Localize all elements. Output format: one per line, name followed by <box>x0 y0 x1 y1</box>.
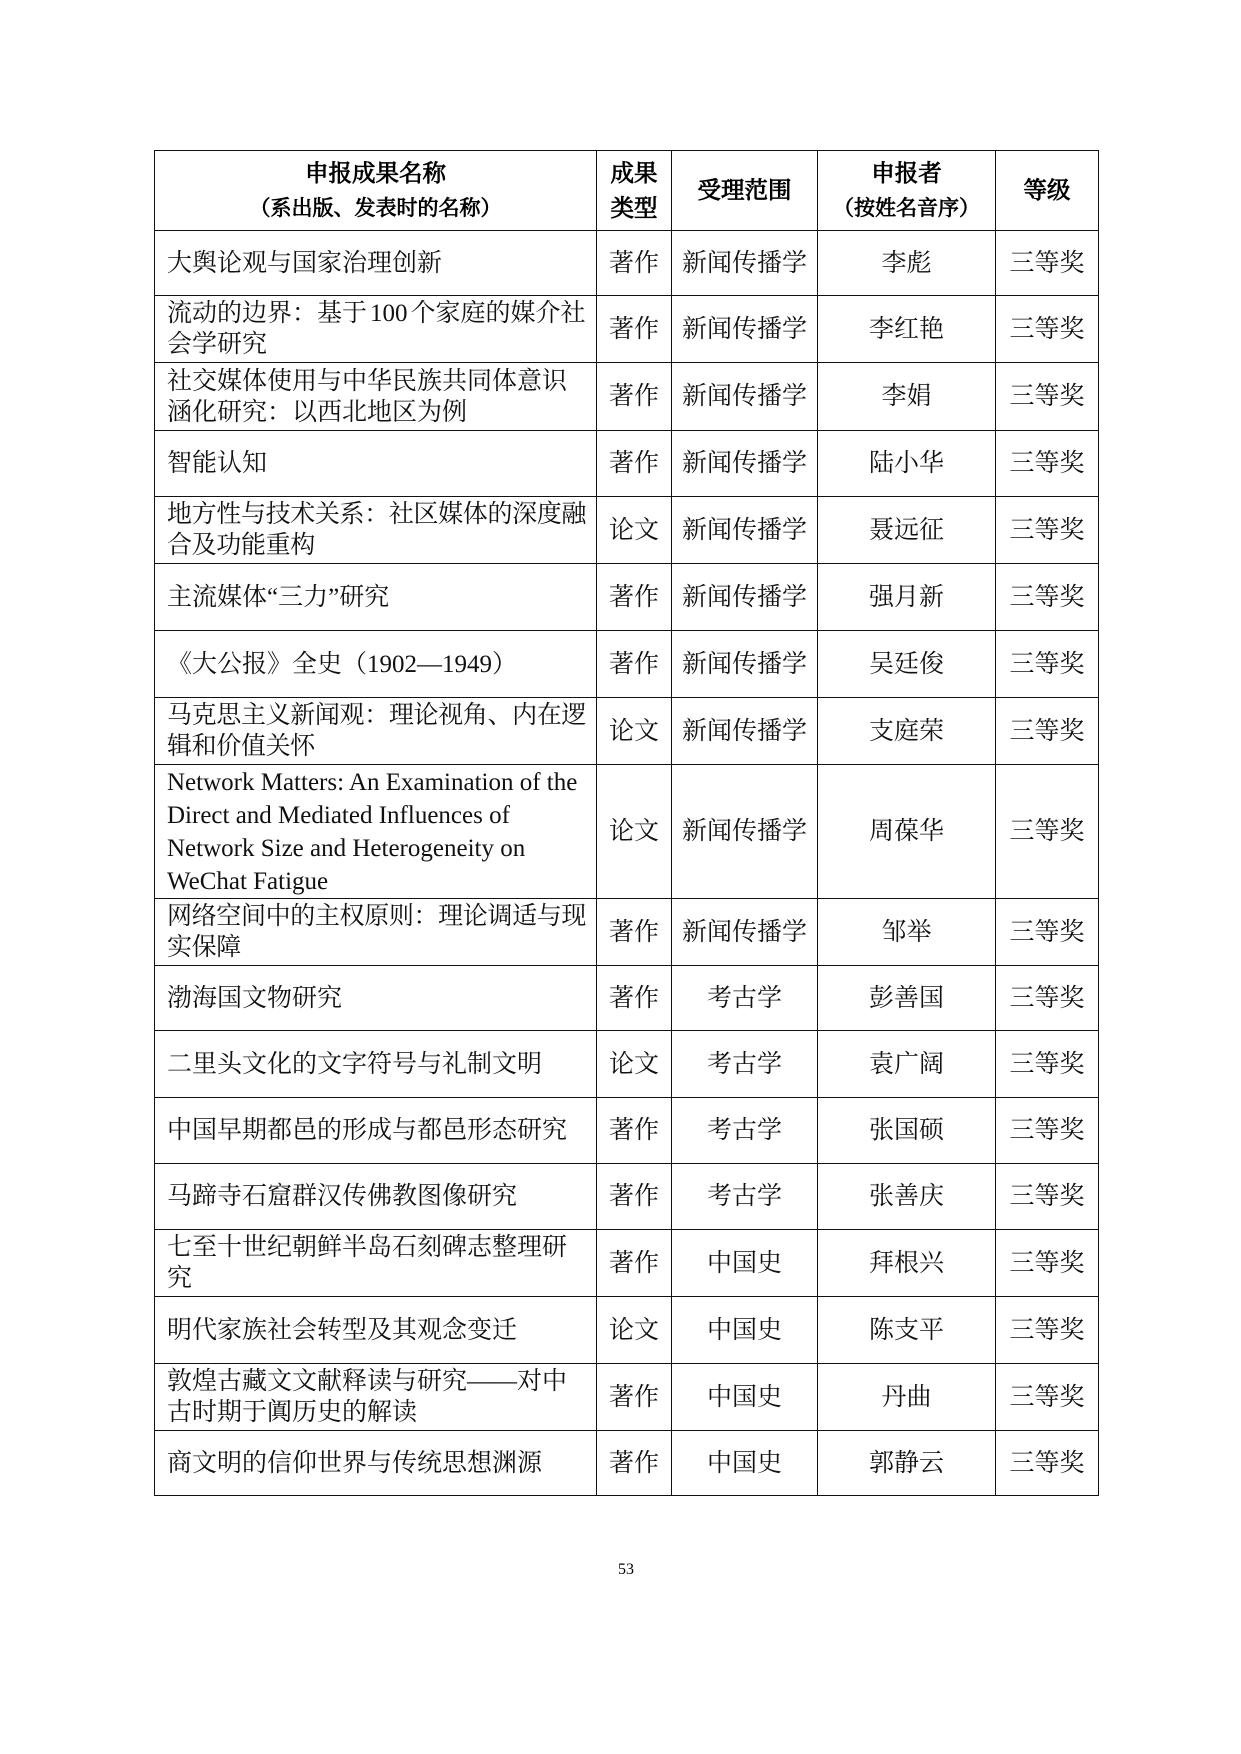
header-author-note: （按姓名音序） <box>833 196 980 220</box>
grade-cell: 三等奖 <box>996 899 1099 966</box>
title-cell <box>155 1297 597 1364</box>
title-text: 七至十世纪朝鲜半岛石刻碑志整理研究 <box>167 1234 568 1292</box>
table-row <box>155 1164 1099 1230</box>
page-number: 53 <box>618 1561 634 1578</box>
scope-cell: 中国史 <box>672 1364 818 1431</box>
grade-cell: 三等奖 <box>996 631 1099 698</box>
table-row <box>155 363 1099 431</box>
header-type: 成果类型 <box>610 159 658 221</box>
type-cell: 论文 <box>597 698 672 765</box>
title-cell <box>155 966 597 1031</box>
author-cell: 袁广阔 <box>818 1031 996 1098</box>
scope-cell: 新闻传播学 <box>672 497 818 564</box>
table-row <box>155 698 1099 765</box>
title-text: 《大公报》全史（1902—1949） <box>167 650 518 678</box>
table-row <box>155 1431 1099 1496</box>
grade-cell: 三等奖 <box>996 1431 1099 1496</box>
title-text: 敦煌古藏文文献释读与研究——对中古时期于阗历史的解读 <box>167 1368 568 1426</box>
title-text: 主流媒体“三力”研究 <box>167 583 390 611</box>
grade-cell: 三等奖 <box>996 431 1099 497</box>
type-cell: 论文 <box>597 765 672 899</box>
type-cell: 著作 <box>597 231 672 296</box>
author-cell: 聂远征 <box>818 497 996 564</box>
scope-cell: 新闻传播学 <box>672 431 818 497</box>
header-title-cell <box>155 151 597 231</box>
title-cell <box>155 1164 597 1230</box>
scope-cell: 中国史 <box>672 1431 818 1496</box>
grade-cell: 三等奖 <box>996 1364 1099 1431</box>
grade-cell: 三等奖 <box>996 1164 1099 1230</box>
scope-cell: 新闻传播学 <box>672 363 818 431</box>
author-cell: 吴廷俊 <box>818 631 996 698</box>
title-text: 流动的边界：基于 100 个家庭的媒介社会学研究 <box>167 300 586 358</box>
type-cell: 著作 <box>597 966 672 1031</box>
author-cell: 郭静云 <box>818 1431 996 1496</box>
type-cell: 著作 <box>597 363 672 431</box>
title-text: 商文明的信仰世界与传统思想渊源 <box>167 1449 543 1477</box>
table-row <box>155 1364 1099 1431</box>
author-cell: 张善庆 <box>818 1164 996 1230</box>
table-row <box>155 564 1099 631</box>
title-text: 中国早期都邑的形成与都邑形态研究 <box>167 1117 568 1144</box>
title-cell <box>155 1031 597 1098</box>
grade-cell: 三等奖 <box>996 363 1099 431</box>
grade-cell: 三等奖 <box>996 1031 1099 1098</box>
title-cell <box>155 1098 597 1164</box>
table-row <box>155 1031 1099 1098</box>
header-scope: 受理范围 <box>672 151 818 231</box>
awards-table <box>154 150 1099 1496</box>
title-cell <box>155 631 597 698</box>
type-cell: 著作 <box>597 431 672 497</box>
grade-cell: 三等奖 <box>996 497 1099 564</box>
author-cell: 丹曲 <box>818 1364 996 1431</box>
table-row <box>155 899 1099 966</box>
title-text: 智能认知 <box>167 450 268 477</box>
header-title-note: （系出版、发表时的名称） <box>249 196 502 220</box>
header-author-cell <box>818 151 996 231</box>
scope-cell: 新闻传播学 <box>672 698 818 765</box>
table-row <box>155 966 1099 1031</box>
title-cell <box>155 431 597 497</box>
title-text: 渤海国文物研究 <box>167 984 343 1012</box>
type-cell: 论文 <box>597 1297 672 1364</box>
author-cell: 邹举 <box>818 899 996 966</box>
title-cell <box>155 1364 597 1431</box>
grade-cell: 三等奖 <box>996 296 1099 363</box>
table-row <box>155 631 1099 698</box>
scope-cell: 考古学 <box>672 1164 818 1230</box>
header-type-cell <box>597 151 672 231</box>
author-cell: 陈支平 <box>818 1297 996 1364</box>
table-header-row <box>155 151 1099 231</box>
title-cell <box>155 1230 597 1297</box>
title-text: 马克思主义新闻观：理论视角、内在逻辑和价值关怀 <box>167 702 587 760</box>
title-cell <box>155 899 597 966</box>
grade-cell: 三等奖 <box>996 698 1099 765</box>
table-row <box>155 431 1099 497</box>
title-text: 社交媒体使用与中华民族共同体意识涵化研究：以西北地区为例 <box>167 367 568 426</box>
author-cell: 拜根兴 <box>818 1230 996 1297</box>
author-cell: 支庭荣 <box>818 698 996 765</box>
header-grade: 等级 <box>996 151 1099 231</box>
author-cell: 彭善国 <box>818 966 996 1031</box>
type-cell: 著作 <box>597 1098 672 1164</box>
scope-cell: 新闻传播学 <box>672 231 818 296</box>
table-row <box>155 1230 1099 1297</box>
title-cell <box>155 497 597 564</box>
author-cell: 李彪 <box>818 231 996 296</box>
title-text: 网络空间中的主权原则：理论调适与现实保障 <box>167 903 587 961</box>
author-cell: 张国硕 <box>818 1098 996 1164</box>
grade-cell: 三等奖 <box>996 966 1099 1031</box>
title-text: 马蹄寺石窟群汉传佛教图像研究 <box>167 1183 518 1210</box>
title-text: 二里头文化的文字符号与礼制文明 <box>167 1050 543 1078</box>
title-cell <box>155 231 597 296</box>
table-row <box>155 296 1099 363</box>
author-cell: 李娟 <box>818 363 996 431</box>
type-cell: 论文 <box>597 1031 672 1098</box>
scope-cell: 考古学 <box>672 1098 818 1164</box>
author-cell: 周葆华 <box>818 765 996 899</box>
title-text: 明代家族社会转型及其观念变迁 <box>167 1316 518 1344</box>
author-cell: 李红艳 <box>818 296 996 363</box>
grade-cell: 三等奖 <box>996 564 1099 631</box>
scope-cell: 中国史 <box>672 1297 818 1364</box>
scope-cell: 新闻传播学 <box>672 631 818 698</box>
grade-cell: 三等奖 <box>996 765 1099 899</box>
title-cell <box>155 698 597 765</box>
grade-cell: 三等奖 <box>996 1230 1099 1297</box>
title-cell <box>155 296 597 363</box>
title-text: 地方性与技术关系：社区媒体的深度融合及功能重构 <box>167 501 587 559</box>
type-cell: 著作 <box>597 564 672 631</box>
grade-cell: 三等奖 <box>996 1098 1099 1164</box>
type-cell: 著作 <box>597 899 672 966</box>
title-text: 大舆论观与国家治理创新 <box>167 249 443 277</box>
type-cell: 著作 <box>597 296 672 363</box>
title-cell <box>155 1431 597 1496</box>
table-row <box>155 497 1099 564</box>
scope-cell: 考古学 <box>672 1031 818 1098</box>
type-cell: 著作 <box>597 1431 672 1496</box>
title-text: Network Matters: An Examination of the Direct and Mediated Influences of Network Size and Heterogeneity on WeChat Fatigue <box>167 768 578 895</box>
scope-cell: 新闻传播学 <box>672 899 818 966</box>
table-row <box>155 231 1099 296</box>
title-cell <box>155 564 597 631</box>
author-cell: 陆小华 <box>818 431 996 497</box>
scope-cell: 新闻传播学 <box>672 296 818 363</box>
type-cell: 著作 <box>597 631 672 698</box>
author-cell: 强月新 <box>818 564 996 631</box>
title-cell <box>155 363 597 431</box>
grade-cell: 三等奖 <box>996 1297 1099 1364</box>
title-cell <box>155 765 597 899</box>
table-row <box>155 1297 1099 1364</box>
scope-cell: 考古学 <box>672 966 818 1031</box>
type-cell: 著作 <box>597 1164 672 1230</box>
header-title: 申报成果名称 <box>305 159 446 186</box>
type-cell: 论文 <box>597 497 672 564</box>
type-cell: 著作 <box>597 1364 672 1431</box>
scope-cell: 新闻传播学 <box>672 564 818 631</box>
grade-cell: 三等奖 <box>996 231 1099 296</box>
header-author: 申报者 <box>871 159 942 186</box>
type-cell: 著作 <box>597 1230 672 1297</box>
scope-cell: 新闻传播学 <box>672 765 818 899</box>
table-row <box>155 765 1099 899</box>
table-row <box>155 1098 1099 1164</box>
scope-cell: 中国史 <box>672 1230 818 1297</box>
